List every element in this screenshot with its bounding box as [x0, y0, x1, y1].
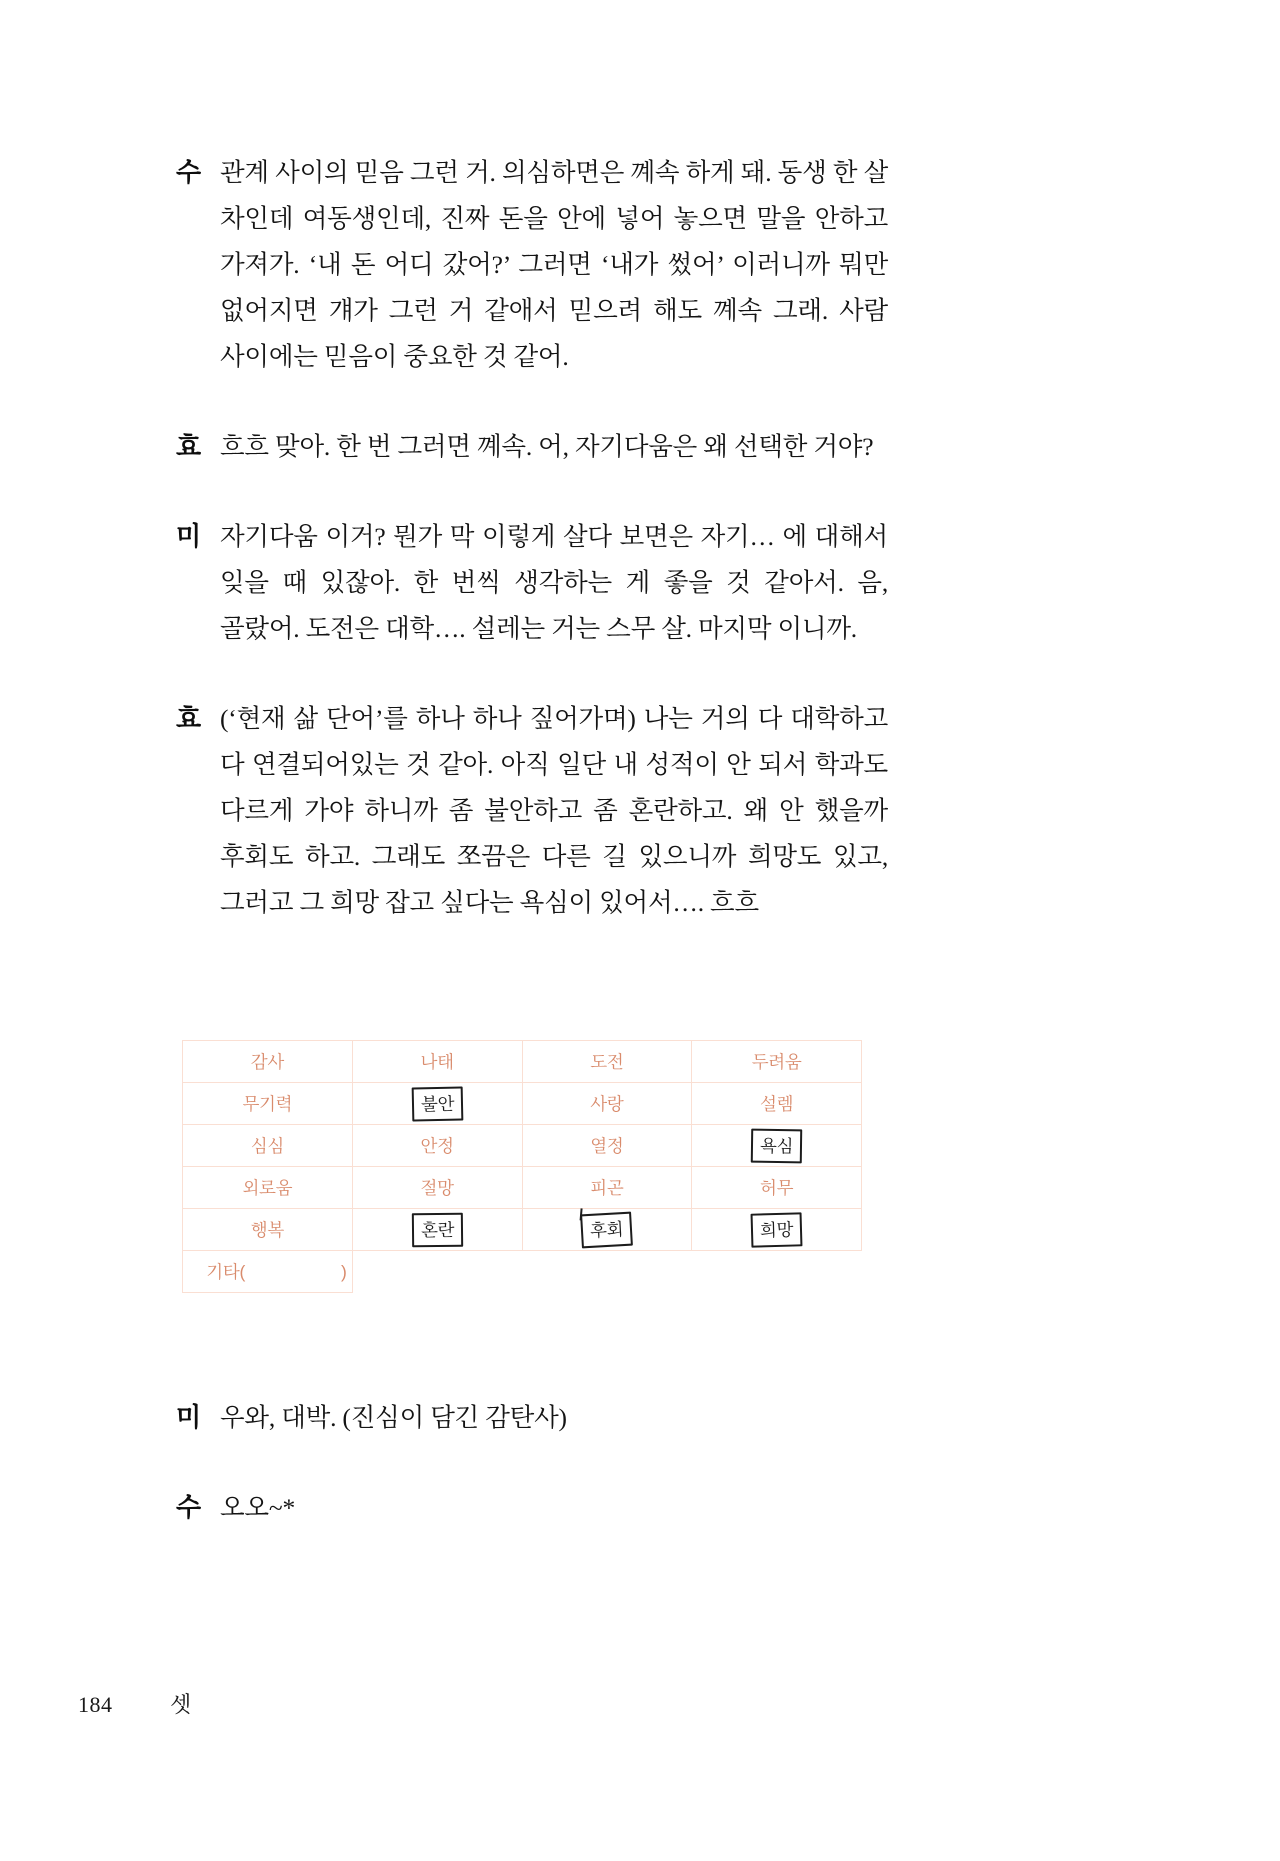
page-footer — [78, 1688, 478, 1719]
running-head: 셋 — [170, 1692, 191, 1717]
speaker-label: 수 — [176, 158, 201, 187]
emotion-cell[interactable] — [183, 1125, 353, 1167]
emotion-cell[interactable] — [522, 1125, 692, 1167]
emotion-label: 외로움 — [242, 1178, 293, 1198]
table-row — [183, 1125, 862, 1167]
empty-cell — [692, 1251, 862, 1293]
page-number: 184 — [78, 1692, 113, 1717]
table-row — [183, 1041, 862, 1083]
table-row-etc — [183, 1251, 862, 1293]
emotion-label: 후회 — [589, 1218, 625, 1241]
emotion-cell[interactable] — [522, 1167, 692, 1209]
emotion-cell[interactable] — [522, 1041, 692, 1083]
emotion-cell[interactable] — [352, 1041, 522, 1083]
speaker-label: 수 — [176, 1493, 201, 1522]
etc-label — [206, 1259, 346, 1284]
emotion-label: 혼란 — [420, 1219, 454, 1240]
handdrawn-box-icon — [751, 1128, 803, 1163]
dialogue-transcript-after-grid — [176, 1395, 888, 1531]
dialogue-turn — [176, 1395, 888, 1441]
emotion-cell[interactable] — [183, 1041, 353, 1083]
emotion-cell[interactable] — [183, 1209, 353, 1251]
pen-stroke-icon — [580, 1208, 583, 1220]
table-row — [183, 1167, 862, 1209]
emotion-label: 허무 — [760, 1178, 794, 1198]
emotion-label: 욕심 — [759, 1135, 794, 1156]
handdrawn-box-icon — [580, 1211, 633, 1248]
emotion-label: 안정 — [420, 1136, 454, 1156]
speaker-label: 미 — [176, 1403, 201, 1432]
dialogue-turn — [176, 1485, 888, 1531]
emotion-label: 피곤 — [590, 1178, 624, 1198]
emotion-cell-marked[interactable] — [352, 1209, 522, 1251]
empty-cell — [522, 1251, 692, 1293]
emotion-cell[interactable] — [522, 1083, 692, 1125]
etc-cell[interactable] — [183, 1251, 353, 1293]
etc-open-text: 기타( — [206, 1262, 245, 1282]
utterance-text: 우와, 대박. (진심이 담긴 감탄사) — [220, 1403, 567, 1432]
dialogue-transcript — [176, 150, 888, 926]
emotion-cell[interactable] — [352, 1167, 522, 1209]
emotion-label: 희망 — [759, 1219, 794, 1240]
dialogue-turn — [176, 514, 888, 652]
emotion-label: 행복 — [250, 1220, 284, 1240]
emotion-label: 설렘 — [760, 1094, 794, 1114]
emotion-label: 사랑 — [590, 1094, 624, 1114]
utterance-text: 오오~* — [220, 1493, 296, 1522]
emotion-label: 무기력 — [242, 1094, 293, 1114]
speaker-label: 미 — [176, 522, 201, 551]
emotion-cell[interactable] — [183, 1167, 353, 1209]
emotion-cell[interactable] — [692, 1041, 862, 1083]
emotion-grid-table — [182, 1040, 862, 1293]
handdrawn-box-icon — [411, 1212, 463, 1247]
emotion-cell[interactable] — [692, 1083, 862, 1125]
emotion-cell-marked[interactable] — [692, 1209, 862, 1251]
utterance-text: 자기다움 이거? 뭔가 막 이렇게 살다 보면은 자기… 에 대해서 잊을 때 있잖아. 한 번씩 생각하는 게 좋을 것 같아서. 음, 골랐어. 도전은 대학…. 설레는 거는 스무 살. 마지막 이니까. — [220, 522, 888, 643]
emotion-cell[interactable] — [352, 1125, 522, 1167]
dialogue-turn — [176, 696, 888, 926]
emotion-word-grid — [182, 1040, 862, 1293]
etc-close-text: ) — [340, 1262, 347, 1282]
table-row — [183, 1209, 862, 1251]
handdrawn-box-icon — [751, 1212, 803, 1247]
speaker-label: 효 — [176, 704, 201, 733]
emotion-label: 도전 — [590, 1052, 624, 1072]
speaker-label: 효 — [176, 432, 201, 461]
emotion-cell[interactable] — [183, 1083, 353, 1125]
emotion-label: 두려움 — [751, 1052, 802, 1072]
emotion-label: 감사 — [250, 1052, 284, 1072]
utterance-text: 관계 사이의 믿음 그런 거. 의심하면은 꼐속 하게 돼. 동생 한 살 차인데 여동생인데, 진짜 돈을 안에 넣어 놓으면 말을 안하고 가져가. ‘내 돈 어디 갔어?’ 그러면 ‘내가 썼어’ 이러니까 뭐만 없어지면 걔가 그런 거 같애서 믿으려 해도 꼐속 그래. 사람 사이에는 믿음이 중요한 것 같어. — [220, 158, 888, 371]
emotion-label: 열정 — [590, 1136, 624, 1156]
emotion-label: 나태 — [420, 1052, 454, 1072]
emotion-label: 불안 — [420, 1093, 454, 1114]
emotion-cell-marked[interactable] — [352, 1083, 522, 1125]
emotion-cell-marked[interactable] — [692, 1125, 862, 1167]
dialogue-turn — [176, 150, 888, 380]
table-row — [183, 1083, 862, 1125]
dialogue-turn — [176, 424, 888, 470]
emotion-label: 심심 — [250, 1136, 284, 1156]
handdrawn-box-icon — [411, 1086, 463, 1121]
utterance-text: (‘현재 삶 단어’를 하나 하나 짚어가며) 나는 거의 다 대학하고 다 연결되어있는 것 같아. 아직 일단 내 성적이 안 되서 학과도 다르게 가야 하니까 좀 불안하고 좀 혼란하고. 왜 안 했을까 후회도 하고. 그래도 쪼끔은 다른 길 있으니까 희망도 있고, 그러고 그 희망 잡고 싶다는 욕심이 있어서…. 흐흐 — [220, 704, 888, 917]
emotion-label: 절망 — [420, 1178, 454, 1198]
emotion-cell[interactable] — [692, 1167, 862, 1209]
emotion-cell-marked[interactable] — [522, 1209, 692, 1251]
empty-cell — [352, 1251, 522, 1293]
utterance-text: 흐흐 맞아. 한 번 그러면 꼐속. 어, 자기다움은 왜 선택한 거야? — [220, 432, 874, 461]
